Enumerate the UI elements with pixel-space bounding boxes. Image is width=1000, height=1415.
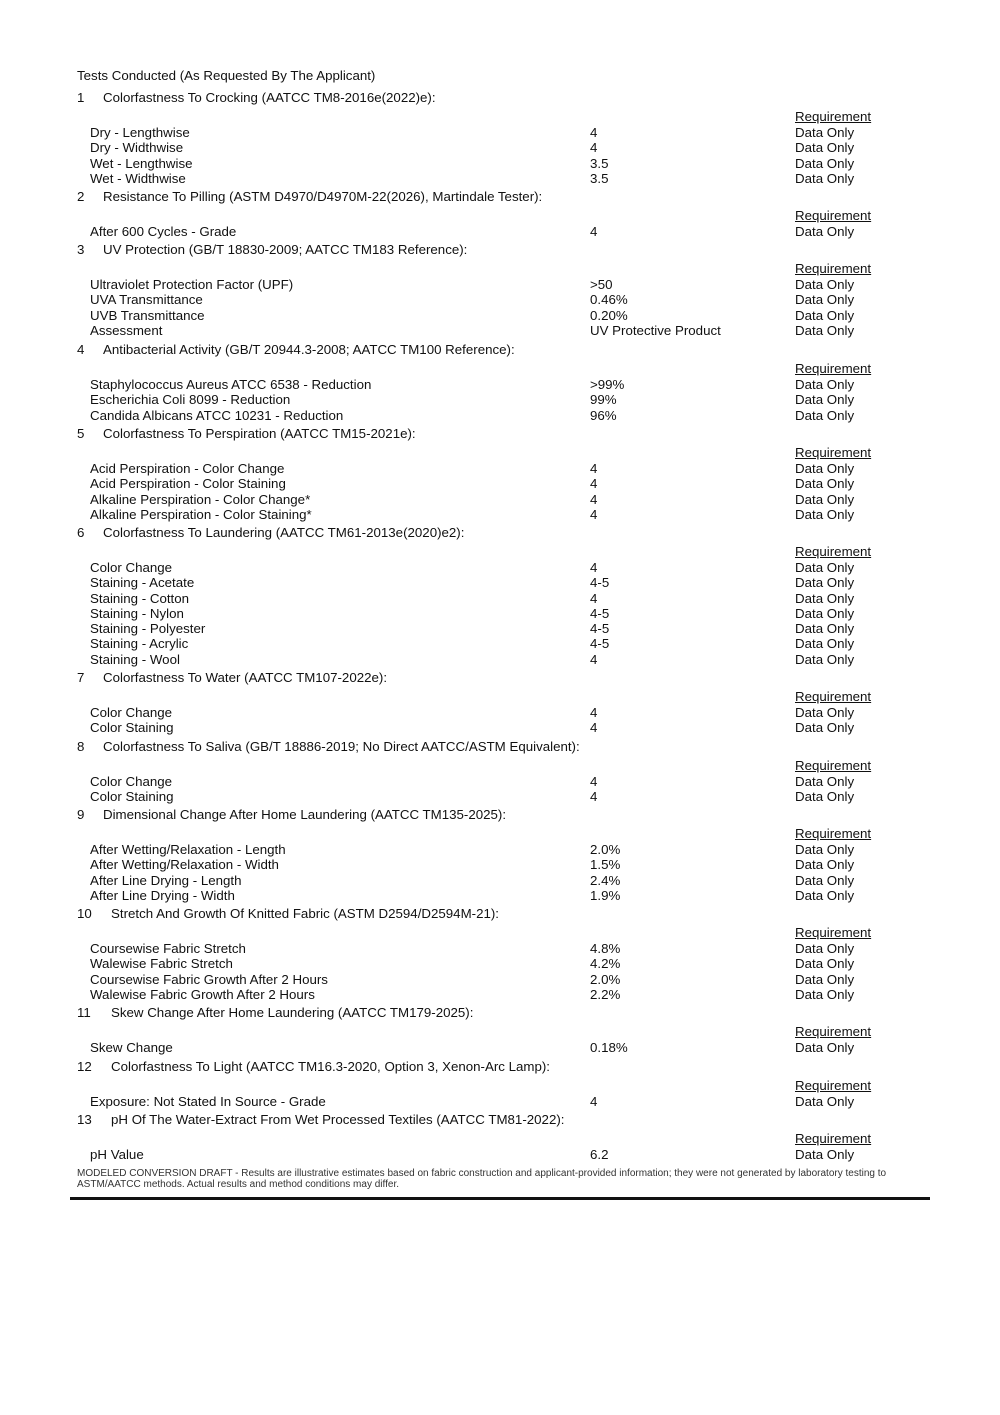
result-name: UVA Transmittance: [90, 292, 203, 308]
result-requirement: Data Only: [795, 575, 855, 591]
requirement-header-row: [0, 206, 1000, 224]
result-name: Exposure: Not Stated In Source - Grade: [90, 1094, 326, 1109]
result-name: Candida Albicans ATCC 10231 - Reduction: [90, 407, 344, 423]
result-requirement: Data Only: [795, 224, 855, 239]
requirement-header-row: [0, 107, 1000, 125]
test-section: [0, 525, 1000, 667]
result-value: 2.2%: [590, 986, 621, 1002]
result-row: [0, 461, 1000, 476]
result-name: Staining - Cotton: [90, 590, 190, 606]
result-name: UVB Transmittance: [90, 307, 205, 323]
result-requirement: Data Only: [795, 1147, 855, 1162]
section-number: 12: [77, 1059, 92, 1074]
result-requirement: Data Only: [795, 857, 855, 873]
section-number: 8: [77, 739, 85, 754]
result-value: 4: [590, 774, 598, 789]
result-row: [0, 720, 1000, 735]
result-name: Color Staining: [90, 720, 174, 736]
result-row: [0, 652, 1000, 667]
result-row: [0, 140, 1000, 155]
section-title: Antibacterial Activity (GB/T 20944.3-2008; AATCC TM100 Reference):: [103, 342, 515, 357]
requirement-header-row: [0, 687, 1000, 705]
result-name: Walewise Fabric Stretch: [90, 956, 233, 972]
result-row: [0, 857, 1000, 872]
result-name: Staining - Acrylic: [90, 636, 189, 652]
result-value: 4.8%: [590, 941, 621, 956]
result-row: [0, 507, 1000, 522]
result-requirement: Data Only: [795, 155, 855, 171]
result-value: 0.20%: [590, 307, 628, 323]
result-name: Staining - Polyester: [90, 621, 206, 637]
result-value: 4: [590, 224, 598, 239]
test-section: [0, 1059, 1000, 1109]
result-name: Coursewise Fabric Stretch: [90, 941, 246, 956]
result-requirement: Data Only: [795, 125, 855, 140]
result-value: 4: [590, 491, 598, 507]
result-name: Staining - Acetate: [90, 575, 195, 591]
result-requirement: Data Only: [795, 774, 855, 789]
result-row: [0, 873, 1000, 888]
result-value: 4: [590, 789, 598, 805]
result-value: 96%: [590, 407, 617, 423]
section-title: Colorfastness To Laundering (AATCC TM61-2013e(2020)e2):: [103, 525, 465, 540]
result-value: 1.9%: [590, 887, 621, 903]
result-value: 4: [590, 720, 598, 736]
result-name: Dry - Widthwise: [90, 140, 184, 156]
result-value: 3.5: [590, 170, 609, 186]
requirement-column-header: Requirement: [795, 1131, 872, 1146]
result-requirement: Data Only: [795, 461, 855, 476]
result-row: [0, 492, 1000, 507]
result-row: [0, 575, 1000, 590]
result-row: [0, 606, 1000, 621]
result-row: [0, 1147, 1000, 1162]
result-row: [0, 560, 1000, 575]
section-title: Skew Change After Home Laundering (AATCC TM179-2025):: [111, 1005, 474, 1020]
requirement-column-header: Requirement: [795, 758, 872, 773]
section-title: Stretch And Growth Of Knitted Fabric (ASTM D2594/D2594M-21):: [111, 906, 499, 921]
result-row: [0, 972, 1000, 987]
test-section: [0, 90, 1000, 186]
result-requirement: Data Only: [795, 1094, 855, 1109]
result-row: [0, 476, 1000, 491]
result-row: [0, 636, 1000, 651]
result-requirement: Data Only: [795, 407, 855, 423]
result-requirement: Data Only: [795, 789, 855, 805]
section-number: 5: [77, 426, 85, 441]
requirement-column-header: Requirement: [795, 361, 872, 376]
section-heading: [0, 342, 1000, 359]
section-number: 3: [77, 242, 85, 257]
result-name: After Wetting/Relaxation - Length: [90, 842, 286, 857]
result-requirement: Data Only: [795, 560, 855, 575]
result-value: 99%: [590, 392, 617, 408]
result-name: Skew Change: [90, 1040, 173, 1055]
result-name: Ultraviolet Protection Factor (UPF): [90, 277, 294, 292]
requirement-column-header: Requirement: [795, 1078, 872, 1093]
result-row: [0, 224, 1000, 239]
result-name: Alkaline Perspiration - Color Change*: [90, 491, 311, 507]
section-heading: [0, 90, 1000, 107]
result-name: pH Value: [90, 1147, 144, 1162]
test-section: [0, 1112, 1000, 1162]
test-section: [0, 426, 1000, 522]
result-name: Escherichia Coli 8099 - Reduction: [90, 392, 291, 408]
section-title: pH Of The Water-Extract From Wet Processed Textiles (AATCC TM81-2022):: [111, 1112, 565, 1127]
result-requirement: Data Only: [795, 887, 855, 903]
requirement-header-row: [0, 923, 1000, 941]
result-name: After Wetting/Relaxation - Width: [90, 857, 279, 873]
result-row: [0, 277, 1000, 292]
requirement-header-row: [0, 1076, 1000, 1094]
section-title: Colorfastness To Perspiration (AATCC TM15-2021e):: [103, 426, 416, 441]
requirement-header-row: [0, 1129, 1000, 1147]
result-row: [0, 888, 1000, 903]
result-requirement: Data Only: [795, 476, 855, 492]
requirement-header-row: [0, 443, 1000, 461]
result-value: 4: [590, 560, 598, 575]
result-requirement: Data Only: [795, 956, 855, 972]
result-row: [0, 705, 1000, 720]
section-title: Dimensional Change After Home Laundering (AATCC TM135-2025):: [103, 807, 507, 822]
result-name: Staphylococcus Aureus ATCC 6538 - Reduction: [90, 377, 372, 392]
result-row: [0, 1094, 1000, 1109]
result-row: [0, 156, 1000, 171]
result-name: Staining - Nylon: [90, 605, 184, 621]
result-requirement: Data Only: [795, 651, 855, 667]
requirement-header-row: [0, 824, 1000, 842]
result-value: 4-5: [590, 621, 610, 637]
result-row: [0, 408, 1000, 423]
result-requirement: Data Only: [795, 377, 855, 392]
section-number: 6: [77, 525, 85, 540]
result-name: Color Change: [90, 560, 173, 575]
result-name: After 600 Cycles - Grade: [90, 224, 237, 239]
result-row: [0, 125, 1000, 140]
section-number: 1: [77, 90, 85, 105]
result-requirement: Data Only: [795, 941, 855, 956]
requirement-column-header: Requirement: [795, 1024, 872, 1039]
result-name: After Line Drying - Length: [90, 872, 242, 888]
requirement-column-header: Requirement: [795, 208, 872, 223]
result-value: 2.0%: [590, 842, 621, 857]
result-name: Color Change: [90, 705, 173, 720]
test-section: [0, 670, 1000, 736]
section-heading: [0, 426, 1000, 443]
section-title: Colorfastness To Saliva (GB/T 18886-2019; No Direct AATCC/ASTM Equivalent):: [103, 739, 580, 754]
result-requirement: Data Only: [795, 277, 855, 292]
test-section: [0, 906, 1000, 1002]
section-title: Colorfastness To Crocking (AATCC TM8-2016e(2022)e):: [103, 90, 436, 105]
section-heading: [0, 807, 1000, 824]
result-row: [0, 392, 1000, 407]
result-value: 4: [590, 506, 598, 522]
result-requirement: Data Only: [795, 842, 855, 857]
result-value: 2.4%: [590, 872, 621, 888]
result-value: 4: [590, 1094, 598, 1109]
section-number: 4: [77, 342, 85, 357]
result-value: 4: [590, 705, 598, 720]
result-row: [0, 292, 1000, 307]
section-heading: [0, 525, 1000, 542]
section-number: 9: [77, 807, 85, 822]
section-heading: [0, 906, 1000, 923]
requirement-column-header: Requirement: [795, 826, 872, 841]
section-title: Colorfastness To Water (AATCC TM107-2022e):: [103, 670, 388, 685]
result-value: 4: [590, 651, 598, 667]
test-section: [0, 739, 1000, 805]
result-value: 4-5: [590, 605, 610, 621]
requirement-column-header: Requirement: [795, 925, 872, 940]
disclaimer-note: MODELED CONVERSION DRAFT - Results are illustrative estimates based on fabric construction and applicant-provided information; they were not generated by laboratory testing to ASTM/AATCC methods. Actual results and method conditions may differ.: [77, 1168, 887, 1190]
result-value: 4: [590, 461, 598, 476]
result-value: 6.2: [590, 1147, 609, 1162]
result-value: >50: [590, 277, 613, 292]
result-requirement: Data Only: [795, 605, 855, 621]
requirement-column-header: Requirement: [795, 689, 872, 704]
test-section: [0, 242, 1000, 338]
result-row: [0, 842, 1000, 857]
result-requirement: Data Only: [795, 971, 855, 987]
result-requirement: Data Only: [795, 720, 855, 736]
result-name: After Line Drying - Width: [90, 887, 235, 903]
result-row: [0, 941, 1000, 956]
footer-divider: [70, 1197, 930, 1200]
section-heading: [0, 739, 1000, 756]
result-value: UV Protective Product: [590, 322, 721, 338]
result-requirement: Data Only: [795, 307, 855, 323]
result-requirement: Data Only: [795, 621, 855, 637]
section-heading: [0, 242, 1000, 259]
section-number: 7: [77, 670, 85, 685]
section-number: 11: [77, 1005, 91, 1020]
test-section: [0, 189, 1000, 239]
requirement-header-row: [0, 542, 1000, 560]
requirement-header-row: [0, 1022, 1000, 1040]
result-requirement: Data Only: [795, 140, 855, 156]
section-title: Colorfastness To Light (AATCC TM16.3-2020, Option 3, Xenon-Arc Lamp):: [111, 1059, 551, 1074]
result-name: Assessment: [90, 322, 163, 338]
result-name: Wet - Widthwise: [90, 170, 186, 186]
result-name: Alkaline Perspiration - Color Staining*: [90, 506, 312, 522]
result-name: Staining - Wool: [90, 651, 180, 667]
result-value: 4: [590, 590, 598, 606]
result-name: Wet - Lengthwise: [90, 155, 193, 171]
result-row: [0, 591, 1000, 606]
result-row: [0, 377, 1000, 392]
section-heading: [0, 1005, 1000, 1022]
result-value: 1.5%: [590, 857, 621, 873]
requirement-header-row: [0, 359, 1000, 377]
result-requirement: Data Only: [795, 1040, 855, 1055]
result-requirement: Data Only: [795, 705, 855, 720]
result-row: [0, 774, 1000, 789]
result-row: [0, 987, 1000, 1002]
section-heading: [0, 1112, 1000, 1129]
result-row: [0, 789, 1000, 804]
section-heading: [0, 670, 1000, 687]
result-row: [0, 323, 1000, 338]
result-requirement: Data Only: [795, 491, 855, 507]
result-row: [0, 1040, 1000, 1055]
result-name: Dry - Lengthwise: [90, 125, 190, 140]
result-requirement: Data Only: [795, 322, 855, 338]
page-heading: Tests Conducted (As Requested By The Applicant): [77, 68, 376, 83]
result-requirement: Data Only: [795, 292, 855, 308]
result-name: Walewise Fabric Growth After 2 Hours: [90, 986, 315, 1002]
requirement-header-row: [0, 259, 1000, 277]
result-name: Acid Perspiration - Color Change: [90, 461, 285, 476]
result-value: >99%: [590, 377, 625, 392]
section-title: UV Protection (GB/T 18830-2009; AATCC TM183 Reference):: [103, 242, 468, 257]
section-number: 2: [77, 189, 85, 204]
result-value: 2.0%: [590, 971, 621, 987]
result-row: [0, 171, 1000, 186]
section-title: Resistance To Pilling (ASTM D4970/D4970M-22(2026), Martindale Tester):: [103, 189, 543, 204]
result-value: 0.18%: [590, 1040, 628, 1055]
test-section: [0, 807, 1000, 903]
result-name: Acid Perspiration - Color Staining: [90, 476, 286, 492]
result-row: [0, 956, 1000, 971]
result-name: Color Staining: [90, 789, 174, 805]
section-heading: [0, 1059, 1000, 1076]
result-name: Coursewise Fabric Growth After 2 Hours: [90, 971, 328, 987]
result-value: 0.46%: [590, 292, 628, 308]
result-row: [0, 621, 1000, 636]
test-section: [0, 342, 1000, 423]
result-value: 4-5: [590, 575, 610, 591]
result-value: 4: [590, 476, 598, 492]
result-row: [0, 308, 1000, 323]
result-value: 4: [590, 140, 598, 156]
section-number: 13: [77, 1112, 92, 1127]
section-number: 10: [77, 906, 92, 921]
requirement-column-header: Requirement: [795, 261, 872, 276]
result-requirement: Data Only: [795, 590, 855, 606]
result-value: 3.5: [590, 155, 609, 171]
result-value: 4-5: [590, 636, 610, 652]
result-requirement: Data Only: [795, 872, 855, 888]
result-requirement: Data Only: [795, 636, 855, 652]
requirement-column-header: Requirement: [795, 109, 872, 124]
test-section: [0, 1005, 1000, 1055]
requirement-column-header: Requirement: [795, 544, 872, 559]
result-requirement: Data Only: [795, 170, 855, 186]
requirement-column-header: Requirement: [795, 445, 872, 460]
result-value: 4.2%: [590, 956, 621, 972]
requirement-header-row: [0, 756, 1000, 774]
result-name: Color Change: [90, 774, 173, 789]
result-value: 4: [590, 125, 598, 140]
result-requirement: Data Only: [795, 506, 855, 522]
section-heading: [0, 189, 1000, 206]
result-requirement: Data Only: [795, 986, 855, 1002]
result-requirement: Data Only: [795, 392, 855, 408]
